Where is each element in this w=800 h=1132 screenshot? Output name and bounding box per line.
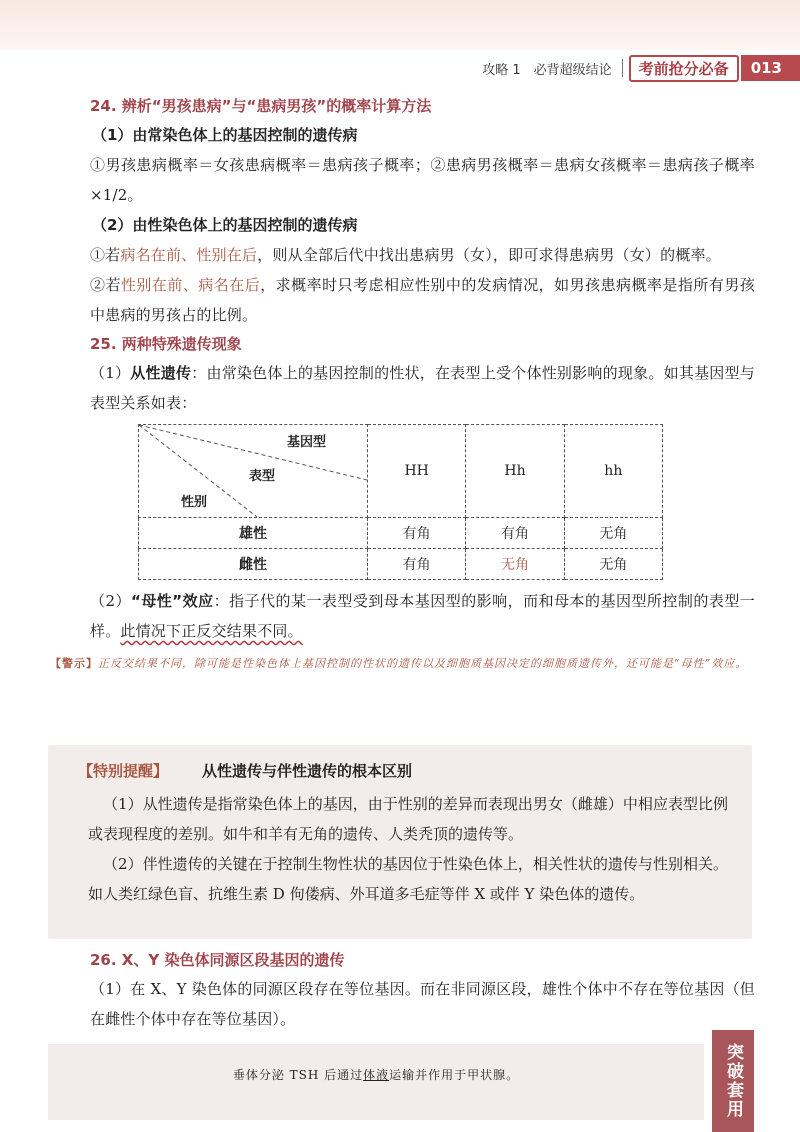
genotype-cell: Hh xyxy=(466,425,564,518)
table-cell: 有角 xyxy=(466,518,564,549)
underlined-text: 体液 xyxy=(363,1068,390,1082)
term-bold: 从性遗传 xyxy=(130,364,192,382)
warning-note: 【警示】正反交结果不同，除可能是性染色体上基因控制的性状的遗传以及细胞质基因决定的细胞质遗传外，还可能是“母性”效应。 xyxy=(50,657,748,670)
term-bold: “母性”效应 xyxy=(130,592,214,610)
highlight-text: 性别在前、病名在后 xyxy=(120,276,261,294)
genotype-cell: HH xyxy=(368,425,466,518)
page-header xyxy=(482,54,800,82)
section-25-title: 25. 两种特殊遗传现象 xyxy=(90,335,242,353)
side-tab: 突破套用 xyxy=(712,1030,754,1132)
special-reminder-box xyxy=(48,745,752,939)
table-row xyxy=(139,549,663,580)
reminder-body xyxy=(88,789,728,909)
table-diagonal-header xyxy=(139,425,368,518)
section-25-para1: （1）从性遗传：由常染色体上的基因控制的性状，在表型上受个体性别影响的现象。如其基因型与表型关系如表： xyxy=(90,364,755,412)
reminder-tag: 【特别提醒】 xyxy=(78,761,169,780)
header-sex-label: 性别 xyxy=(181,495,208,510)
section-24-sub1: （1）由常染色体上的基因控制的遗传病 xyxy=(92,126,358,144)
header-genotype-label: 基因型 xyxy=(287,435,327,450)
table-cell: 无角 xyxy=(564,518,662,549)
row-label: 雄性 xyxy=(139,518,368,549)
section-26-title: 26. X、Y 染色体同源区段基因的遗传 xyxy=(90,951,345,969)
section-24-sub2: （2）由性染色体上的基因控制的遗传病 xyxy=(92,216,358,234)
page-number: 013 xyxy=(741,55,800,81)
breadcrumb: 攻略 1 必背超级结论 xyxy=(482,62,612,78)
footer-box xyxy=(48,1044,704,1120)
table-cell: 有角 xyxy=(368,518,466,549)
series-title: 考前抢分必备 xyxy=(629,55,739,82)
header-phenotype-label: 表型 xyxy=(249,469,276,484)
section-26 xyxy=(90,946,755,1034)
genotype-cell: hh xyxy=(564,425,662,518)
row-label: 雌性 xyxy=(139,549,368,580)
table-row xyxy=(139,518,663,549)
highlight-text: 病名在前、性别在后 xyxy=(120,246,258,264)
section-24-para3: ②若性别在前、病名在后，求概率时只考虑相应性别中的发病情况，如男孩患病概率是指所有男孩中患病的男孩占的比例。 xyxy=(90,276,756,324)
reminder-para1: （1）从性遗传是指常染色体上的基因，由于性别的差异而表现出男女（雌雄）中相应表型比例或表现程度的差别。如牛和羊有无角的遗传、人类秃顶的遗传等。 xyxy=(88,795,728,843)
top-band xyxy=(0,0,800,50)
warning-tag: 【警示】 xyxy=(50,657,98,670)
table-cell: 无角 xyxy=(564,549,662,580)
reminder-header xyxy=(78,755,412,785)
section-24-title: 24. 辨析“男孩患病”与“患病男孩”的概率计算方法 xyxy=(90,97,432,115)
section-26-para1: （1）在 X、Y 染色体的同源区段存在等位基因。而在非同源区段，雄性个体中不存在等位基因（但在雌性个体中存在等位基因）。 xyxy=(90,980,755,1028)
header-divider xyxy=(622,59,623,77)
footer-text: 垂体分泌 TSH 后通过体液运输并作用于甲状腺。 xyxy=(232,1068,520,1082)
section-24-para2: ①若病名在前、性别在后，则从全部后代中找出患病男（女），即可求得患病男（女）的概率。 xyxy=(90,246,721,264)
table-cell: 有角 xyxy=(368,549,466,580)
reminder-title: 从性遗传与伴性遗传的根本区别 xyxy=(202,761,413,780)
reminder-para2: （2）伴性遗传的关键在于控制生物性状的基因位于性染色体上，相关性状的遗传与性别相关。如人类红绿色盲、抗维生素 D 佝偻病、外耳道多毛症等伴 X 或伴 Y 染色体的遗传。 xyxy=(88,855,728,903)
table-cell-highlight: 无角 xyxy=(466,549,564,580)
section-24-para1: ①男孩患病概率＝女孩患病概率＝患病孩子概率；②患病男孩概率＝患病女孩概率＝患病孩子概率×1/2。 xyxy=(90,156,755,204)
genotype-phenotype-table xyxy=(138,424,663,580)
section-25-para2: （2）“母性”效应：指子代的某一表型受到母本基因型的影响，而和母本的基因型所控制的表型一样。此情况下正反交结果不同。 xyxy=(90,592,755,640)
wavy-underlined-text: 此情况下正反交结果不同。 xyxy=(120,622,303,640)
main-content xyxy=(50,92,756,676)
